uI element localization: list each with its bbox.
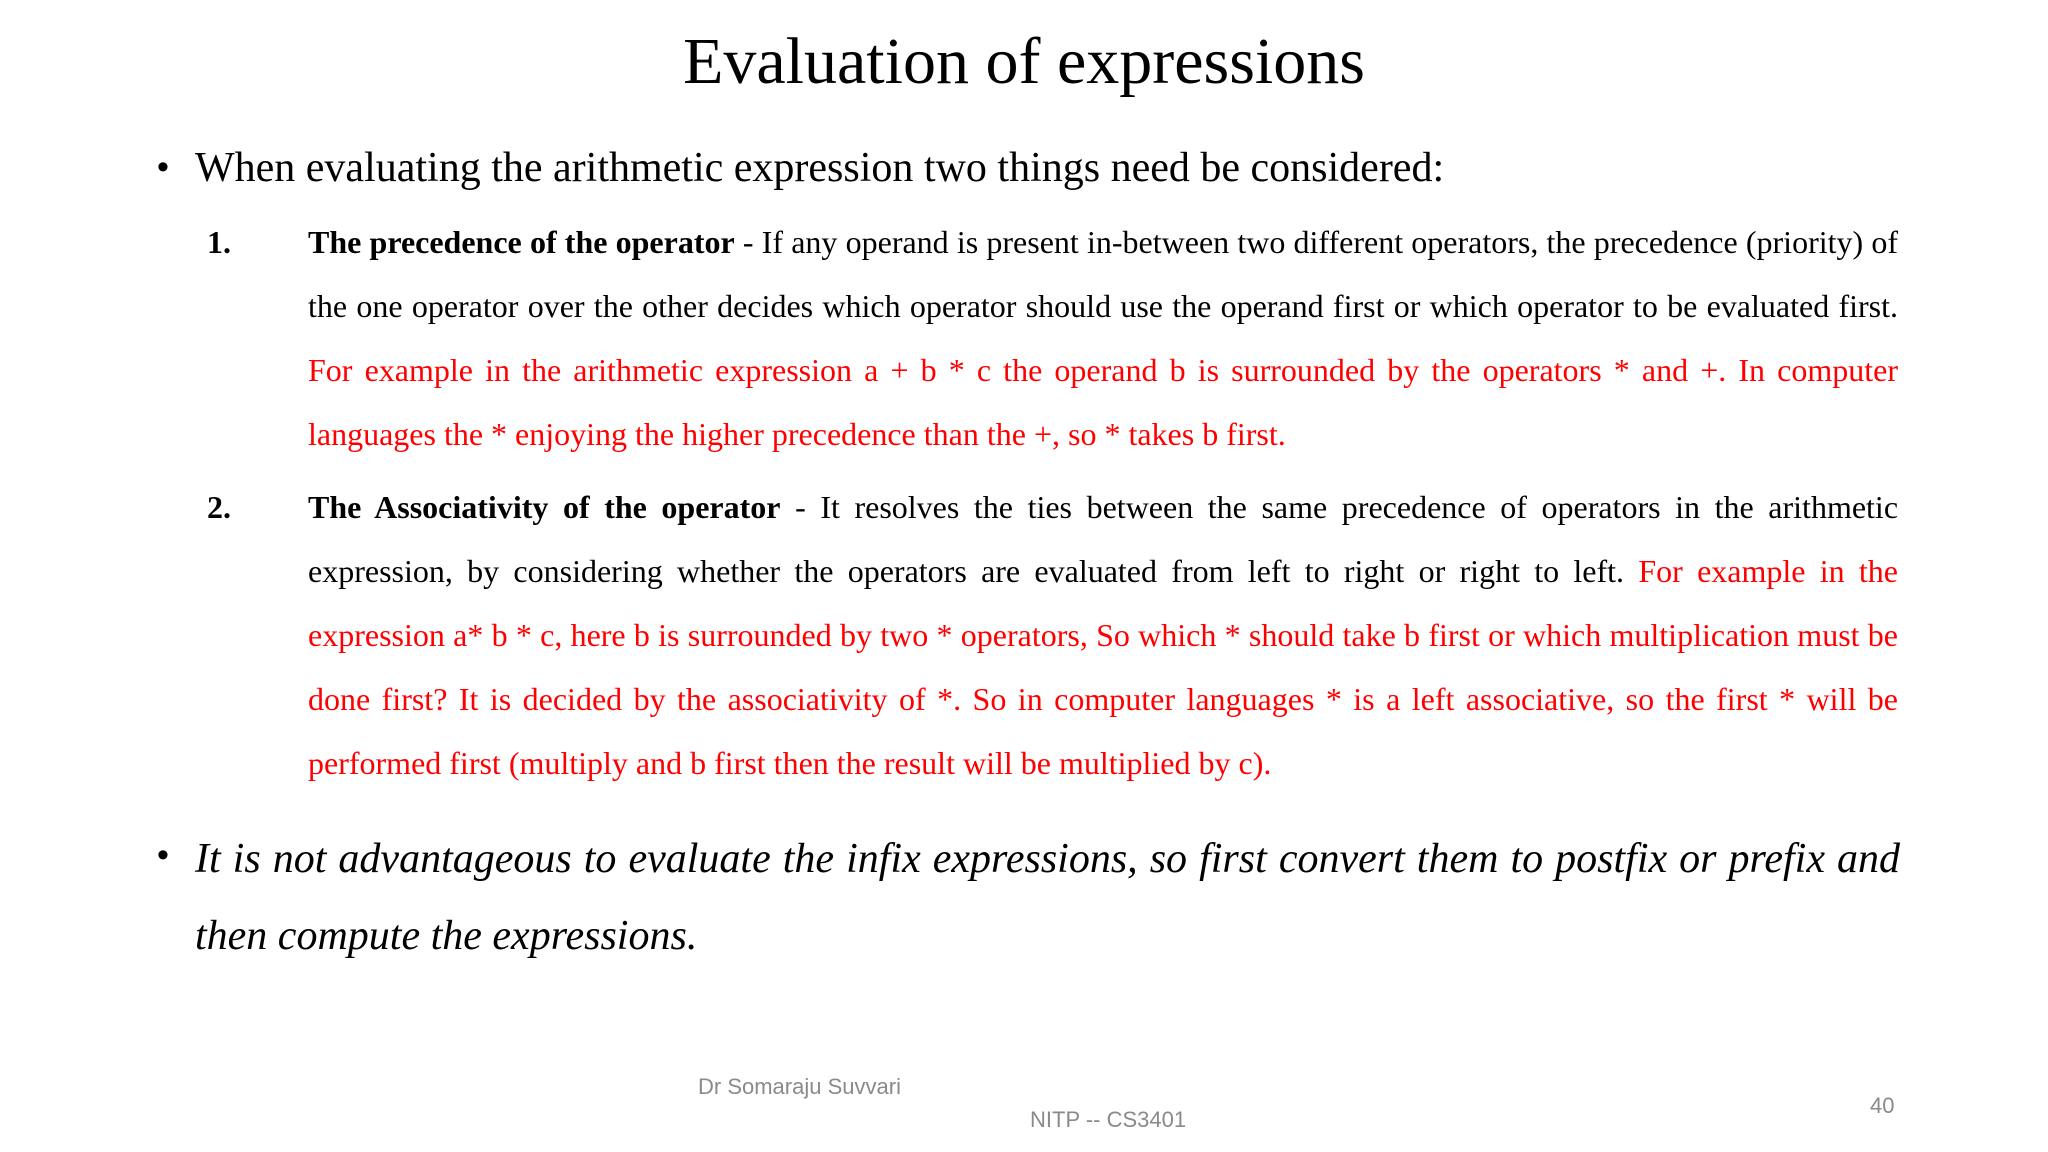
slide-title: Evaluation of expressions (683, 25, 1365, 98)
page-number: 40 (1870, 1093, 1895, 1118)
bullet-icon: • (157, 148, 169, 186)
item-2-body: It resolves the ties between the same precedence of operators in the arithmetic expression, by considering whether the operators are evaluated from left to right or right to left. (308, 489, 1899, 589)
item-2-text (308, 475, 1898, 795)
bullet-icon: • (157, 836, 169, 874)
item-2-example: For example in the expression a* b * c, here b is surrounded by two * operators, So which * should take b first or which multiplication must be done first? It is decided by the associativity of *. So in computer languages * is a left associative, so the first * will be performed first (multiply and b first then the result will be multiplied by c). (308, 553, 1898, 781)
item-1-text (308, 210, 1898, 466)
footer-author: Dr Somaraju Suvvari (698, 1074, 901, 1099)
item-1-example: For example in the arithmetic expression a + b * c the operand b is surrounded by the operators * and +. In computer languages the * enjoying the higher precedence than the +, so * takes b first. (308, 352, 1898, 452)
item-1-heading: The precedence of the operator (308, 224, 735, 260)
item-1-separator: - (734, 224, 762, 260)
item-number-1: 1. (207, 224, 231, 260)
item-2-heading: The Associativity of the operator (308, 489, 781, 525)
intro-text: When evaluating the arithmetic expression two things need be considered: (195, 145, 1445, 191)
item-1-body: If any operand is present in-between two different operators, the precedence (priority) of the one operator over the other decides which operator should use the operand first or which operator to be evaluated first. (308, 224, 1899, 324)
item-number-2: 2. (207, 489, 231, 525)
footer-course: NITP -- CS3401 (1030, 1107, 1187, 1132)
item-2-separator: - (780, 489, 821, 525)
closing-text: It is not advantageous to evaluate the infix expressions, so first convert them to postfix or prefix and then compute the expressions. (195, 836, 1900, 959)
